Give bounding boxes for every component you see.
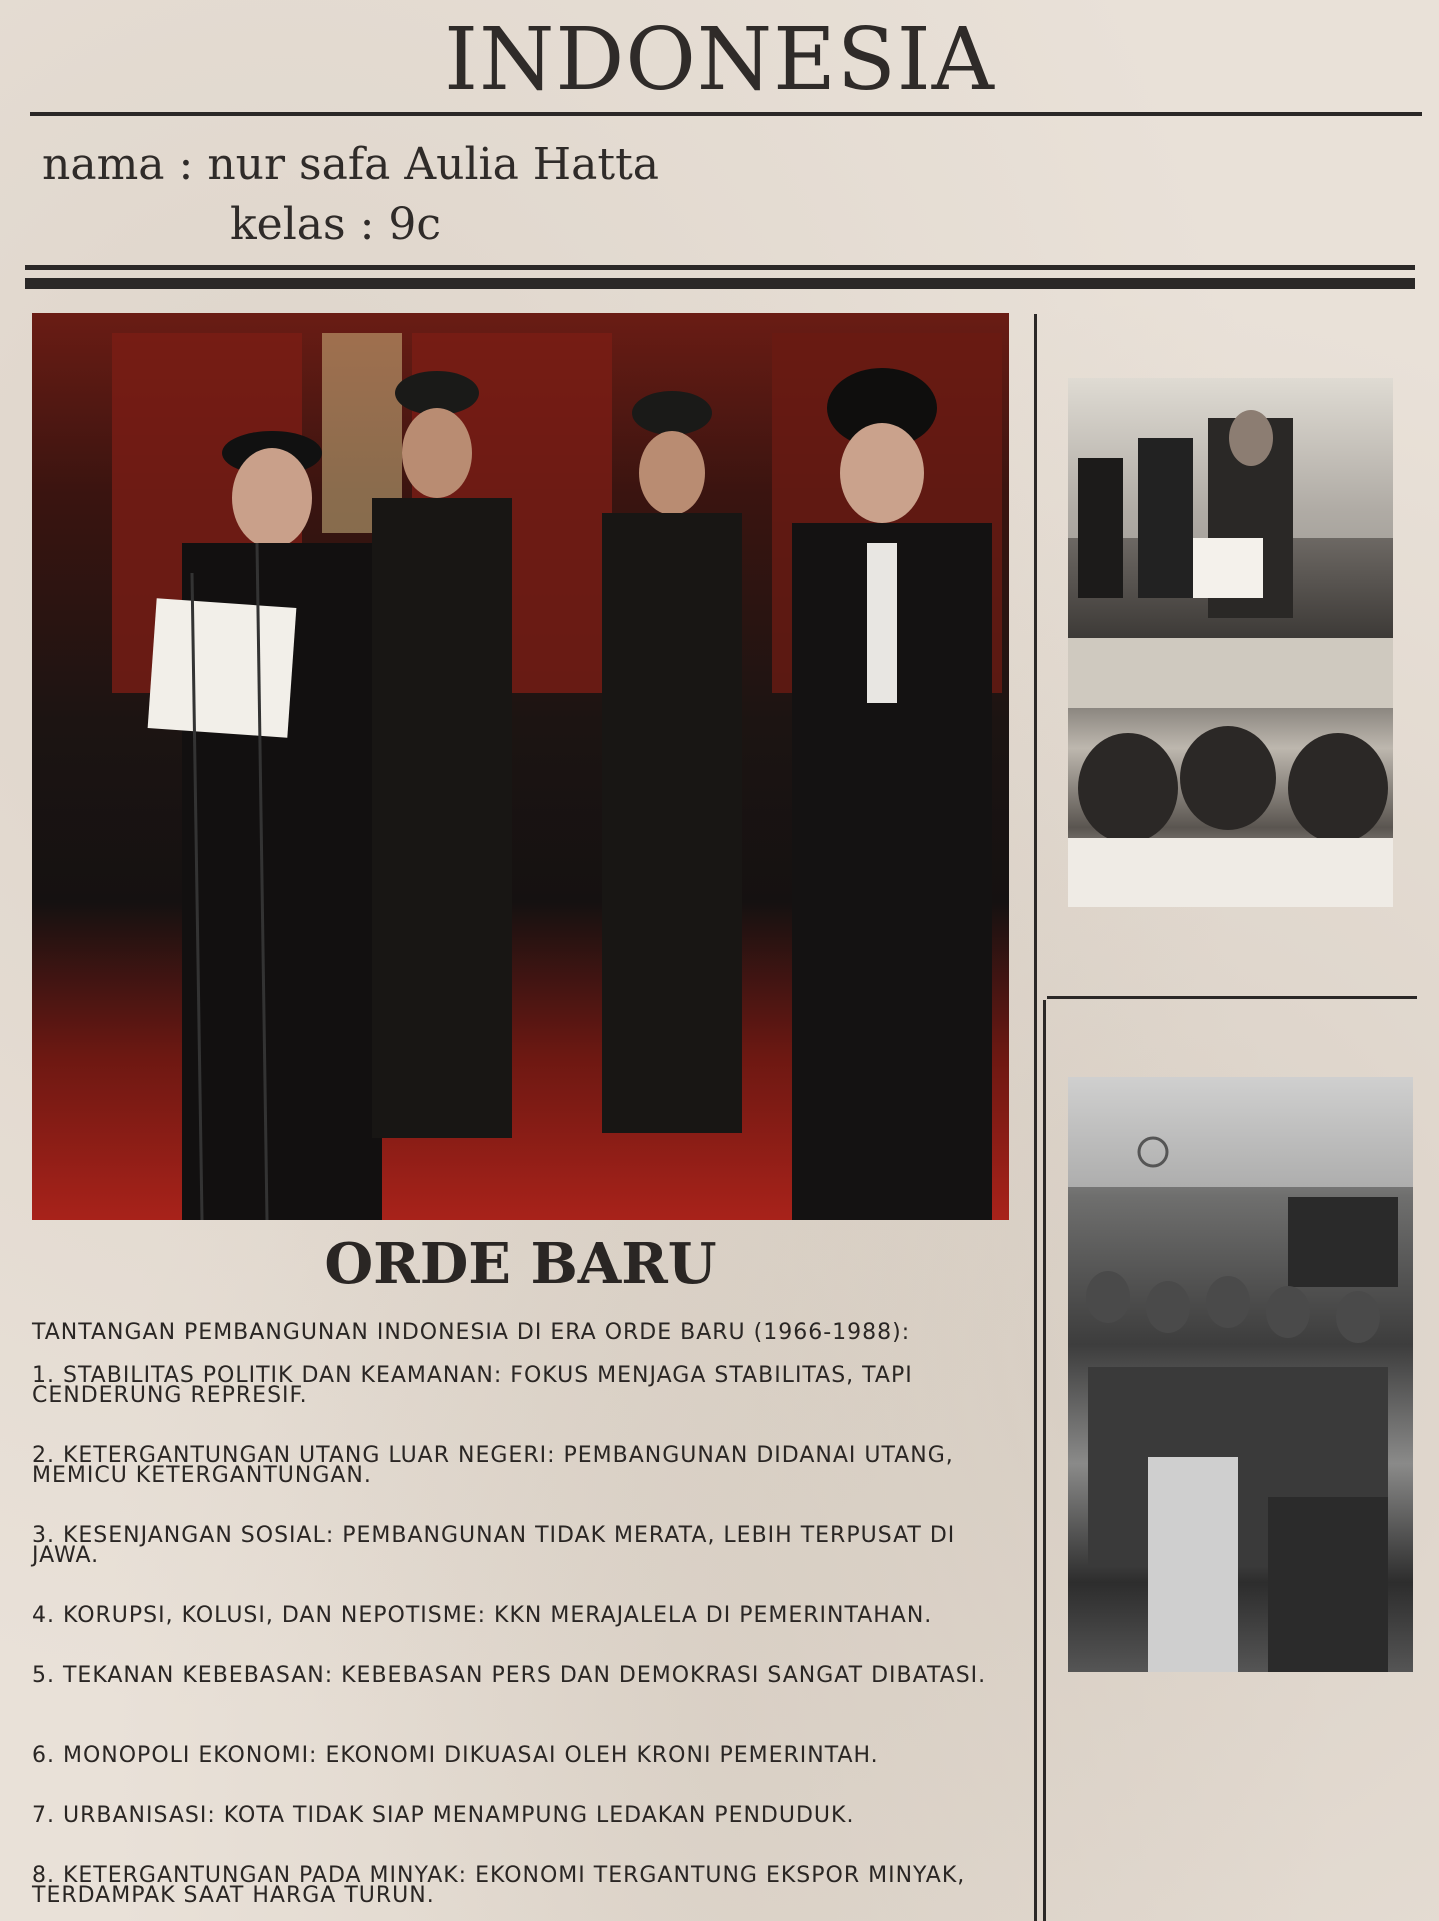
student-class: kelas : 9c	[230, 199, 442, 250]
main-photo	[32, 313, 1009, 1220]
list-item: 5. TEKANAN KEBEBASAN: KEBEBASAN PERS DAN DEMOKRASI SANGAT DIBATASI.	[32, 1663, 987, 1688]
article-headline: ORDE BARU	[324, 1231, 717, 1297]
side-photo-top	[1068, 378, 1393, 907]
ceremony-photo-illustration	[32, 313, 1009, 1220]
list-item: 3. KESENJANGAN SOSIAL: PEMBANGUNAN TIDAK MERATA, LEBIH TERPUSAT DI JAWA.	[32, 1523, 956, 1568]
list-item: 7. URBANISASI: KOTA TIDAK SIAP MENAMPUNG LEDAKAN PENDUDUK.	[32, 1803, 855, 1828]
press-conference-illustration	[1068, 378, 1393, 907]
list-item: 6. MONOPOLI EKONOMI: EKONOMI DIKUASAI OLEH KRONI PEMERINTAH.	[32, 1743, 879, 1768]
header-divider	[30, 112, 1422, 116]
sidebar-divider	[1047, 996, 1417, 999]
list-item: 1. STABILITAS POLITIK DAN KEAMANAN: FOKUS MENJAGA STABILITAS, TAPI CENDERUNG REPRESIF.	[32, 1363, 913, 1408]
page-title: INDONESIA	[444, 10, 995, 110]
column-divider	[1034, 314, 1037, 1921]
article-intro: TANTANGAN PEMBANGUNAN INDONESIA DI ERA ORDE BARU (1966-1988):	[32, 1320, 911, 1345]
protest-illustration	[1068, 1077, 1413, 1672]
student-name: nama : nur safa Aulia Hatta	[42, 139, 660, 190]
side-photo-bottom	[1068, 1077, 1413, 1672]
section-divider-thick	[25, 278, 1415, 289]
list-item: 8. KETERGANTUNGAN PADA MINYAK: EKONOMI TERGANTUNG EKSPOR MINYAK, TERDAMPAK SAAT HARGA TURUN.	[32, 1863, 966, 1908]
list-item: 2. KETERGANTUNGAN UTANG LUAR NEGERI: PEMBANGUNAN DIDANAI UTANG, MEMICU KETERGANTUNGAN.	[32, 1443, 954, 1488]
section-divider-thin	[25, 265, 1415, 270]
list-item: 4. KORUPSI, KOLUSI, DAN NEPOTISME: KKN MERAJALELA DI PEMERINTAHAN.	[32, 1603, 933, 1628]
column-divider-lower	[1043, 1000, 1046, 1921]
